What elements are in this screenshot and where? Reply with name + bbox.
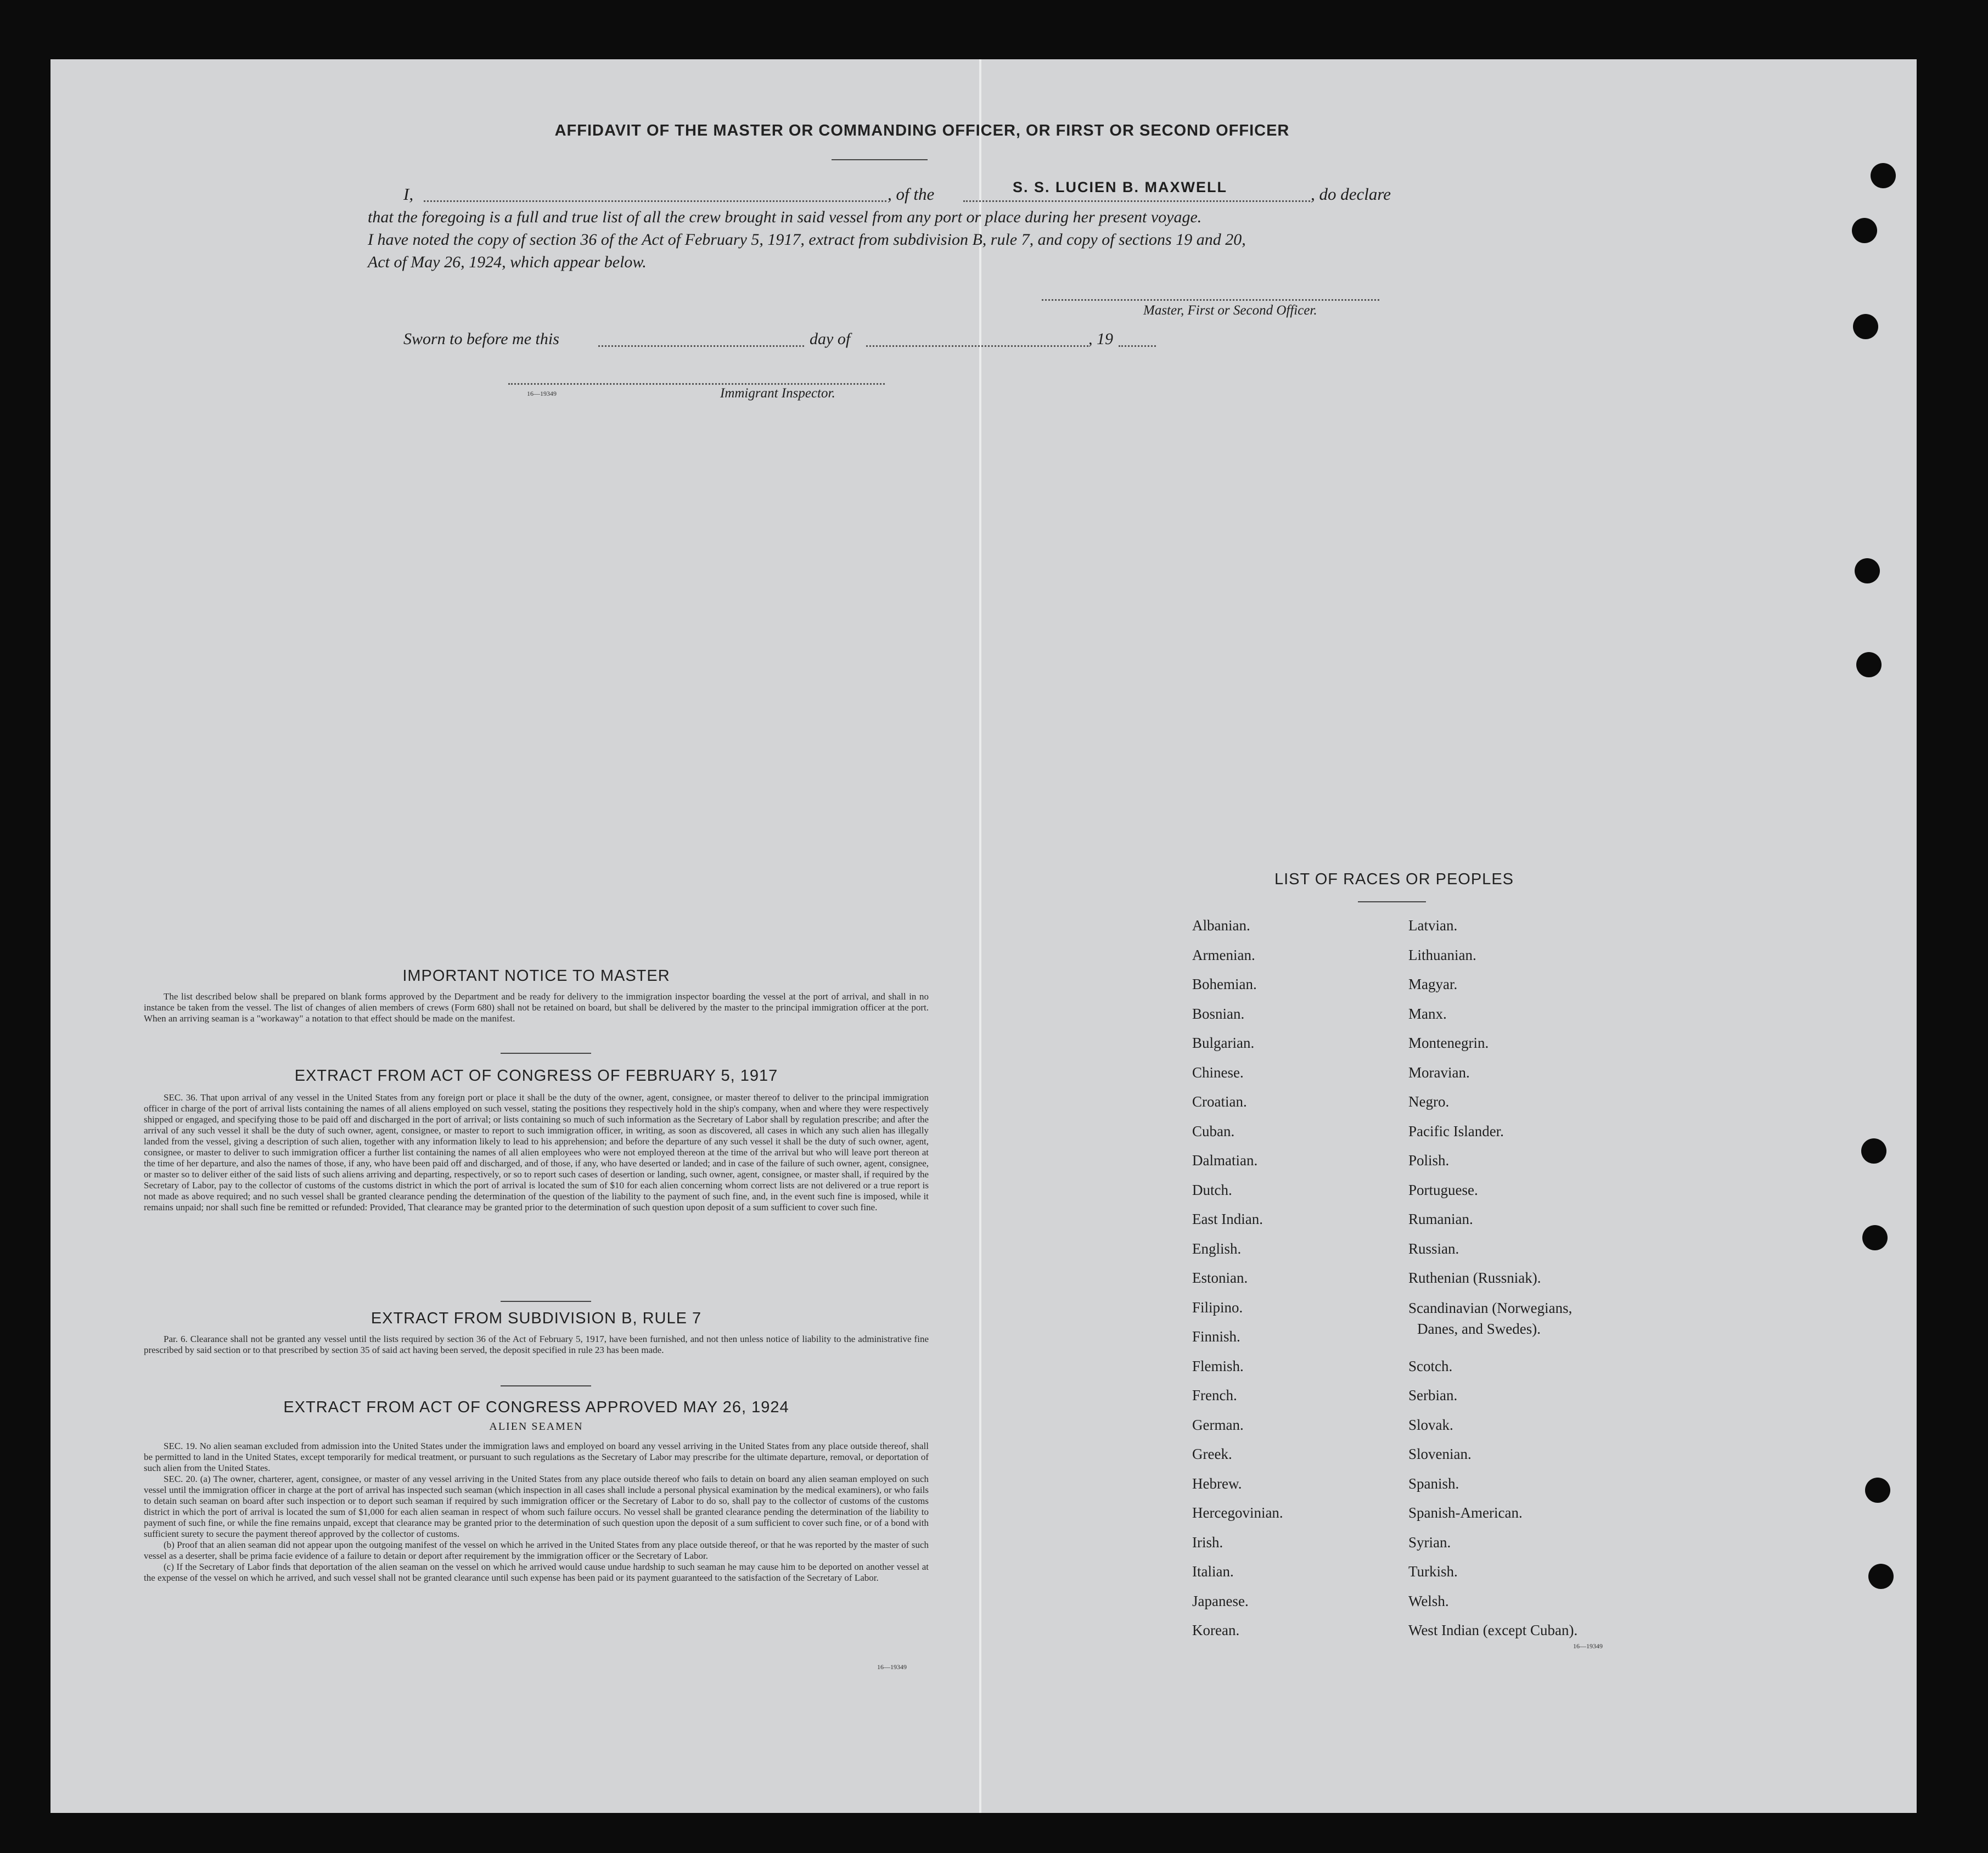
- sec-20b-text: (b) Proof that an alien seaman did not appear upon the outgoing manifest of the vessel on which he arrived in the United States from any place outside thereof, or that he was reported by the master of such vessel as a deserter, shall be prima facie evidence of a failure to detain or deport after requirement by the immigration officer or the Secretary of Labor.: [144, 1540, 929, 1561]
- binder-hole: [1861, 1138, 1886, 1164]
- extract-1924-body: [144, 1441, 929, 1584]
- vessel-name: S. S. LUCIEN B. MAXWELL: [1013, 179, 1228, 195]
- races-column-2: [1408, 911, 1577, 1646]
- race-item: Spanish-American.: [1408, 1504, 1523, 1521]
- binder-hole: [1856, 652, 1882, 677]
- race-item: German.: [1192, 1416, 1244, 1433]
- race-item: Flemish.: [1192, 1357, 1244, 1374]
- binder-hole: [1853, 314, 1878, 339]
- race-item: Welsh.: [1408, 1592, 1449, 1609]
- race-item: French.: [1192, 1387, 1237, 1403]
- race-item: Hebrew.: [1192, 1475, 1242, 1492]
- race-item: English.: [1192, 1240, 1242, 1257]
- sec-19-text: SEC. 19. No alien seaman excluded from admission into the United States under the immigration laws and employed on board any vessel arriving in the United States from any place outside thereof, shall be permitted to land in the United States, except temporarily for medical treatment, or pursuant to such regulations as the Secretary of Labor may prescribe for the ultimate departure, removal, or deportation of such alien from the United States.: [144, 1441, 929, 1473]
- affidavit-line3: I have noted the copy of section 36 of the Act of February 5, 1917, extract from subdivision B, rule 7, and copy of sections 19 and 20,: [368, 231, 1246, 249]
- race-item: Albanian.: [1192, 917, 1250, 934]
- extract-1924-title: EXTRACT FROM ACT OF CONGRESS APPROVED MAY 26, 1924: [283, 1399, 789, 1416]
- day-blank: [598, 345, 804, 347]
- form-number: 16—19349: [877, 1663, 907, 1671]
- race-item: Polish.: [1408, 1152, 1450, 1169]
- race-item: Italian.: [1192, 1563, 1234, 1580]
- race-item: Greek.: [1192, 1446, 1232, 1462]
- race-item: Pacific Islander.: [1408, 1122, 1504, 1139]
- sec-20a-text: SEC. 20. (a) The owner, charterer, agent, consignee, or master of any vessel arriving in the United States from any place outside thereof who fails to detain on board any alien seaman employed on such vessel until the immigration officer in charge at the port of arrival has inspected such seaman (which inspection in all cases shall include a personal physical examination by the medical examiners), or who fails to detain such seaman on board after such inspection or to deport such seaman if required by such immigration officer or the Secretary of Labor to do so, shall pay to the collector of customs of the customs district in which the port of arrival is located the sum of $1,000 for each alien seaman in respect of whom such failure occurs. No vessel shall be granted clearance pending the determination of the liability to payment of such fine, or while the fine remains unpaid, except that clearance may be granted prior to the determination of such question upon the deposit of a sum sufficient to cover such fine, or of a bond with sufficient surety to secure the payment thereof approved by the collector of customs.: [144, 1474, 929, 1539]
- race-item: Spanish.: [1408, 1475, 1459, 1492]
- race-item: Moravian.: [1408, 1064, 1470, 1081]
- race-item: Finnish.: [1192, 1328, 1240, 1345]
- race-item: Filipino.: [1192, 1299, 1243, 1316]
- race-item: Korean.: [1192, 1622, 1240, 1638]
- binder-hole: [1865, 1478, 1890, 1503]
- section-divider: [501, 1053, 591, 1054]
- race-item: Dutch.: [1192, 1181, 1232, 1198]
- sec-36-text: SEC. 36. That upon arrival of any vessel in the United States from any foreign port or place it shall be the duty of the owner, agent, consignee, or master thereof to deliver to the principal immigration officer in charge of the port of arrival lists containing the names of all aliens employed on such vessel, stating the positions they respectively hold in the ship's company, when and where they were respectively shipped or engaged, and specifying those to be paid off and discharged in the port of arrival; or lists containing so much of such information as the Secretary of Labor shall by regulation prescribe; and after the arrival of any such vessel it shall be the duty of such owner, agent, consignee, or master to report to such immigration officer, in writing, as soon as discovered, all cases in which any such alien has illegally landed from the vessel, giving a description of such alien, together with any information likely to lead to his apprehension; and before the departure of any such vessel it shall be the duty of such owner, agent, consignee, or master to deliver to such immigration officer a further list containing the names of all alien employees who were not employed thereon at the time of the arrival but who will leave port thereon at the time of her departure, and also the names of those, if any, who have been paid off and discharged, and of those, if any, who have deserted or landed; and in case of the failure of such owner, agent, consignee, or master so to deliver either of the said lists of such aliens arriving and departing, respectively, or so to report such cases of desertion or landing, such owner, agent, consignee, or master shall, if required by the Secretary of Labor, pay to the collector of customs of the customs district in which the port of arrival is located the sum of $10 for each alien concerning whom correct lists are not delivered or a true report is not made as above required; and no such vessel shall be granted clearance pending the determination of the question of the liability to the payment of such fine, and, in the event such fine is imposed, while it remains unpaid; nor shall such fine be remitted or refunded: Provided, That clearance may be granted prior to the determination of such question upon deposit of a sum sufficient to cover such fine.: [144, 1092, 929, 1212]
- races-title: LIST OF RACES OR PEOPLES: [1274, 871, 1514, 888]
- binder-hole: [1852, 218, 1877, 243]
- race-item-scandinavian: [1408, 1293, 1577, 1352]
- affidavit-line1-of-the: , of the: [888, 184, 935, 204]
- month-blank: [866, 345, 1088, 347]
- race-item: Scotch.: [1408, 1357, 1453, 1374]
- race-item: Manx.: [1408, 1005, 1447, 1022]
- extract-1917-body: [144, 1092, 929, 1213]
- title-underline: [832, 159, 928, 160]
- signature-blank: [1042, 299, 1379, 301]
- affidavit-line1-i: I,: [403, 184, 414, 204]
- race-item: Cuban.: [1192, 1122, 1235, 1139]
- race-item: Portuguese.: [1408, 1181, 1478, 1198]
- extract-rule7-body: [144, 1334, 929, 1356]
- race-item: Hercegovinian.: [1192, 1504, 1283, 1521]
- race-item: Slovenian.: [1408, 1446, 1472, 1462]
- extract-rule7-title: EXTRACT FROM SUBDIVISION B, RULE 7: [370, 1310, 702, 1327]
- race-item: West Indian (except Cuban).: [1408, 1622, 1578, 1638]
- par-6-text: Par. 6. Clearance shall not be granted any vessel until the lists required by section 36 of the Act of February 5, 1917, have been furnished, and not then unless notice of liability to the administrative fine prescribed by said section or to that prescribed by section 35 of said act having been served, the deposit specified in rule 23 has been made.: [144, 1334, 929, 1355]
- form-number: 16—19349: [527, 390, 557, 397]
- sworn-prefix: Sworn to before me this: [403, 330, 559, 348]
- race-item: Russian.: [1408, 1240, 1459, 1257]
- notice-title: IMPORTANT NOTICE TO MASTER: [402, 967, 670, 985]
- sworn-day-of: day of: [810, 330, 851, 348]
- races-title-underline: [1358, 901, 1426, 902]
- race-item: Serbian.: [1408, 1387, 1458, 1403]
- notice-text: The list described below shall be prepared on blank forms approved by the Department and be ready for delivery to the immigration inspector boarding the vessel at the port of arrival, and shall in no instance be taken from the vessel. The list of changes of alien members of crews (Form 680) shall not be retained on board, but shall be delivered by the master to the principal immigration officer at the port. When an arriving seaman is a "workaway" a notation to that effect should be made on the manifest.: [144, 991, 929, 1024]
- alien-seamen-subtitle: ALIEN SEAMEN: [489, 1420, 583, 1433]
- binder-hole: [1862, 1225, 1888, 1250]
- race-item: Scandinavian (Norwegians,: [1408, 1299, 1573, 1316]
- race-item: Bulgarian.: [1192, 1035, 1255, 1051]
- binder-hole: [1871, 163, 1896, 188]
- form-number: 16—19349: [1573, 1642, 1603, 1650]
- section-divider: [501, 1385, 591, 1386]
- affidavit-line2: that the foregoing is a full and true list of all the crew brought in said vessel from any port or place during her present voyage.: [368, 208, 1202, 226]
- race-item: Dalmatian.: [1192, 1152, 1258, 1169]
- race-item: Estonian.: [1192, 1270, 1248, 1286]
- race-item: Latvian.: [1408, 917, 1458, 934]
- race-item: East Indian.: [1192, 1211, 1263, 1227]
- race-item: Negro.: [1408, 1093, 1450, 1110]
- binder-hole: [1855, 558, 1880, 583]
- race-item: Chinese.: [1192, 1064, 1244, 1081]
- race-item: Armenian.: [1192, 946, 1255, 963]
- race-item: Slovak.: [1408, 1416, 1453, 1433]
- races-column-1: [1192, 911, 1283, 1646]
- race-item: Bosnian.: [1192, 1005, 1245, 1022]
- section-divider: [501, 1301, 591, 1302]
- sec-20c-text: (c) If the Secretary of Labor finds that deportation of the alien seaman on the vessel on which he arrived would cause undue hardship to such seaman he may cause him to be deported on another vessel at the expense of the vessel on which he arrived, and such vessel shall not be granted clearance until such expense has been paid or its payment guaranteed to the satisfaction of the Secretary of Labor.: [144, 1562, 929, 1583]
- affidavit-title: AFFIDAVIT OF THE MASTER OR COMMANDING OFFICER, OR FIRST OR SECOND OFFICER: [554, 122, 1290, 139]
- vessel-blank: [963, 200, 1310, 202]
- race-item-continued: Danes, and Swedes).: [1417, 1320, 1541, 1337]
- race-item: Ruthenian (Russniak).: [1408, 1270, 1541, 1286]
- sworn-year: , 19: [1088, 330, 1113, 348]
- race-item: Magyar.: [1408, 976, 1458, 992]
- affidavit-line1-declare: , do declare: [1311, 184, 1391, 204]
- name-blank: [424, 200, 886, 202]
- binder-hole: [1868, 1564, 1894, 1589]
- extract-1917-title: EXTRACT FROM ACT OF CONGRESS OF FEBRUARY 5, 1917: [294, 1067, 778, 1085]
- race-item: Lithuanian.: [1408, 946, 1476, 963]
- notice-body: [144, 991, 929, 1024]
- race-item: Syrian.: [1408, 1534, 1451, 1551]
- page-fold: [979, 59, 981, 1813]
- race-item: Japanese.: [1192, 1592, 1249, 1609]
- race-item: Croatian.: [1192, 1093, 1247, 1110]
- signature-label: Master, First or Second Officer.: [1143, 303, 1317, 318]
- year-blank: [1119, 345, 1156, 347]
- inspector-label: Immigrant Inspector.: [720, 386, 835, 401]
- race-item: Bohemian.: [1192, 976, 1257, 992]
- inspector-blank: [508, 383, 885, 385]
- race-item: Turkish.: [1408, 1563, 1458, 1580]
- race-item: Rumanian.: [1408, 1211, 1473, 1227]
- race-item: Montenegrin.: [1408, 1035, 1489, 1051]
- race-item: Irish.: [1192, 1534, 1223, 1551]
- affidavit-line4: Act of May 26, 1924, which appear below.: [368, 253, 647, 271]
